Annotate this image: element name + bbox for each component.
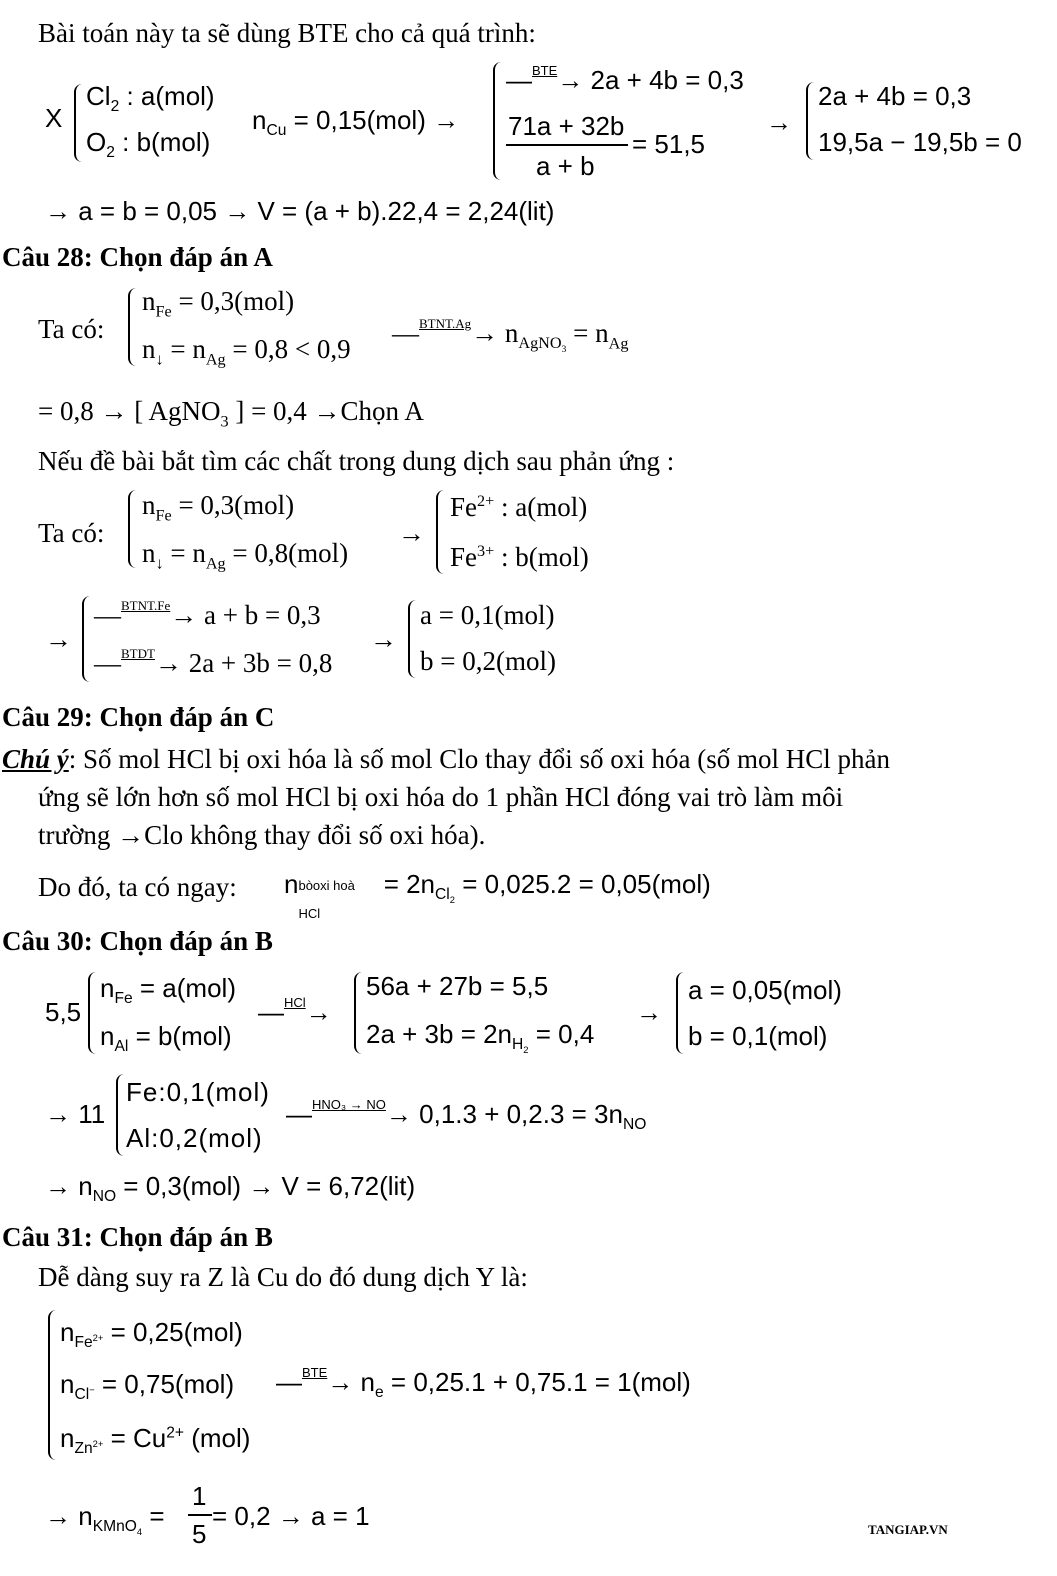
c28-m2: $n_↓ = n_{Ag} = 0,8(mol)$: [142, 538, 349, 573]
heading-cau-29: Câu 29: Chọn đáp án C: [2, 702, 275, 732]
brace: [74, 84, 82, 162]
arrow: →: [370, 624, 397, 654]
c30-result: → $n_{NO} = 0,3(mol) \to V = 6,72(lit)$: [45, 1171, 416, 1206]
c30-lead2: → 11: [45, 1099, 106, 1129]
btnt-fe-eq: —$^{BTNT.Fe}$→ a + b = 0,3: [94, 598, 321, 630]
bte-arrow: —$^{BTE}$→ $n_e = 0,25.1 + 0,75.1 = 1(mol)$: [276, 1365, 691, 1402]
btdt-eq: —$^{BTDT}$→ 2a + 3b = 0,8: [94, 646, 333, 678]
brace: [676, 972, 684, 1054]
brace: [493, 62, 501, 180]
btnt-ag-arrow: —$^{BTNT.Ag}$→ $n_{AgNO_3} = n_{Ag}$: [392, 316, 629, 356]
c30-eq2: $2a + 3b = 2n_{H_2} = 0,4$: [366, 1019, 595, 1056]
heading-cau-30: Câu 30: Chọn đáp án B: [2, 926, 273, 956]
c31-result-left: → $n_{KMnO_4}$ =: [45, 1501, 165, 1538]
watermark: TANGIAP.VN: [868, 1522, 948, 1537]
c29-note-line3: trường →Clo không thay đổi số oxi hóa).: [38, 820, 486, 850]
c29-do-do: Do đó, ta có ngay:: [38, 872, 237, 902]
heading-cau-28: Câu 28: Chọn đáp án A: [2, 242, 273, 272]
arrow: →: [45, 624, 72, 654]
brace: [82, 596, 90, 682]
c28-note: Nếu đề bài bắt tìm các chất trong dung dịch sau phản ứng :: [38, 446, 675, 476]
bte-arrow-eq: —$^{BTE}$→ 2a + 4b = 0,3: [506, 63, 744, 95]
al-mol: Al:0,2(mol): [126, 1123, 263, 1153]
c30-eq1: 56a + 27b = 5,5: [366, 971, 549, 1001]
sol-a: a = 0,1(mol): [420, 600, 555, 630]
c28-answer-line: = 0,8 → [ AgNO$_3$ ] = 0,4 →Chọn A: [38, 396, 424, 431]
brace: [128, 490, 136, 568]
heading-cau-31: Câu 31: Chọn đáp án B: [2, 1222, 273, 1252]
c30-sol-b: b = 0,1(mol): [688, 1021, 828, 1051]
arrow: →: [398, 518, 425, 548]
fraction-bar: [188, 1514, 212, 1516]
sol-b: b = 0,2(mol): [420, 646, 556, 676]
brace: [88, 972, 96, 1054]
c31-result-right: = 0,2 → a = 1: [212, 1501, 370, 1531]
c29-note-line2: ứng sẽ lớn hơn số mol HCl bị oxi hóa do 1 phần HCl đóng vai trò làm môi: [38, 782, 844, 812]
intro-text: Bài toán này ta sẽ dùng BTE cho cả quá trình:: [38, 18, 536, 48]
c28-line2: $n_↓ = n_{Ag} = 0,8 < 0,9$: [142, 334, 351, 369]
nfe2-line: $n_{Fe^{2+}} = 0,25(mol)$: [60, 1317, 243, 1352]
nzn-line: $n_{Zn^{2+}} = Cu^{2+}$ (mol): [60, 1423, 251, 1458]
fe3-line: $Fe^{3+}$ : b(mol): [450, 542, 589, 572]
cl2-line: $Cl_2$ : a(mol): [86, 81, 215, 116]
c30-lead: 5,5: [45, 997, 82, 1027]
hcl-arrow: —$^{HCl}$→: [258, 995, 332, 1027]
brace: [806, 82, 814, 160]
ncu-line: $n_{Cu} = 0,15(mol)$ →: [252, 105, 460, 140]
fraction-rhs: = 51,5: [632, 129, 706, 159]
result-line: → a = b = 0,05 → V = (a + b).22,4 = 2,24(lit): [45, 196, 555, 226]
c28-line1: $n_{Fe} = 0,3(mol)$: [142, 286, 295, 321]
hno3-arrow: —$^{HNO_3 \to NO}$→ $0,1.3 + 0,2.3 = 3n_{NO}$: [286, 1097, 647, 1134]
ta-co-label: Ta có:: [38, 314, 105, 344]
frac-num: 1: [192, 1481, 207, 1511]
fe2-line: $Fe^{2+}$ : a(mol): [450, 492, 588, 522]
fraction-den: a + b: [536, 151, 595, 181]
c29-note-line1: Chú ý: Số mol HCl bị oxi hóa là số mol Clo thay đổi số oxi hóa (số mol HCl phản: [2, 744, 891, 774]
brace: [116, 1074, 124, 1156]
c31-intro: Dễ dàng suy ra Z là Cu do đó dung dịch Y là:: [38, 1262, 528, 1292]
brace: [408, 600, 416, 678]
x-label: X: [45, 103, 63, 133]
frac-den: 5: [192, 1519, 207, 1549]
fe-mol: Fe:0,1(mol): [126, 1077, 270, 1107]
brace: [354, 972, 362, 1054]
result-eq2: 19,5a − 19,5b = 0: [818, 127, 1022, 157]
o2-line: $O_2$ : b(mol): [86, 127, 211, 162]
brace: [128, 288, 136, 366]
fraction-bar: [506, 144, 628, 146]
brace: [436, 490, 444, 574]
c28-m1: $n_{Fe} = 0,3(mol)$: [142, 490, 295, 525]
fraction-num: 71a + 32b: [508, 111, 625, 141]
arrow: →: [766, 107, 792, 137]
arrow: →: [636, 997, 662, 1027]
c30-sol-a: a = 0,05(mol): [688, 975, 842, 1005]
ncl-line: $n_{Cl^-} = 0,75(mol)$: [60, 1369, 235, 1404]
ta-co-label-2: Ta có:: [38, 518, 105, 548]
nal-line: $n_{Al} = b(mol)$: [100, 1021, 232, 1056]
brace: [48, 1310, 56, 1460]
nfe-line: $n_{Fe} = a(mol)$: [100, 973, 236, 1008]
c29-formula: n bòoxi hoà HCl = $2n_{Cl_2} = 0,025.2 = 0,05(mol)$: [284, 869, 711, 921]
result-eq1: 2a + 4b = 0,3: [818, 81, 972, 111]
